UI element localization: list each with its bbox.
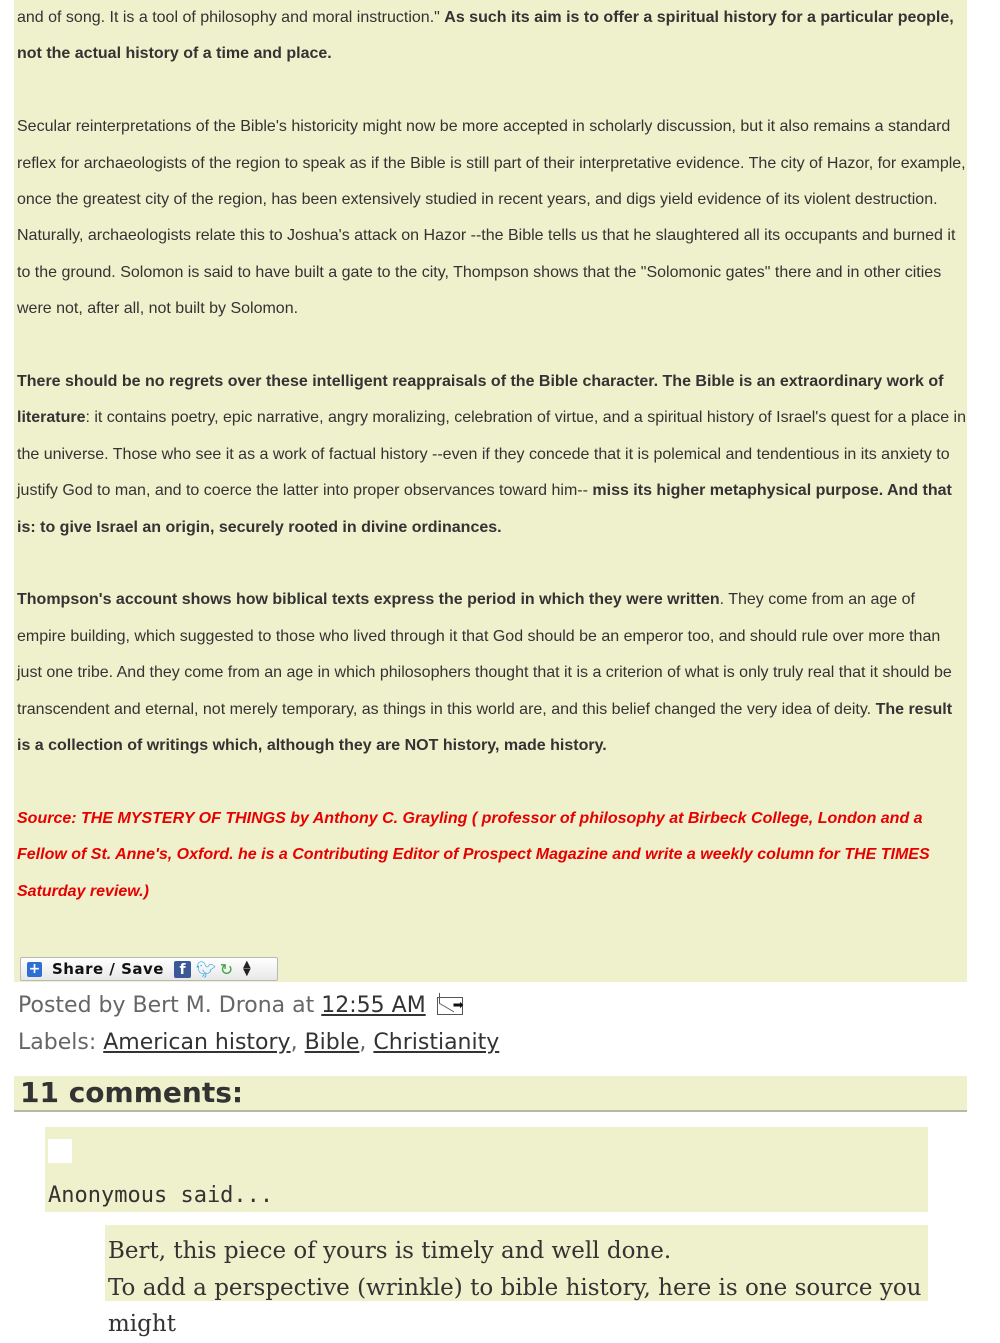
post-footer	[18, 988, 958, 1061]
post-author-line	[18, 988, 958, 1025]
comment-body	[105, 1225, 928, 1337]
paragraph-4: Thompson's account shows how biblical texts express the period in which they were written. They come from an age of empire building, which suggested to those who lived through it that God should be an emperor too, and should rule over more than just one tribe. And they come from an age in which philosophers thought that it is a criterion of what is only truly real that it should be transcendent and eternal, not merely temporary, as things in this world are, and this belief changed the very idea of deity. The result is a collection of writings which, although they are NOT history, made history.	[17, 591, 953, 755]
comments-count-title: 11 comments:	[20, 1076, 244, 1109]
post-timestamp-link[interactable]: 12:55 AM	[321, 993, 426, 1018]
email-post-icon[interactable]	[437, 997, 463, 1015]
label-link-christianity[interactable]: Christianity	[373, 1029, 500, 1055]
facebook-icon[interactable]: f	[174, 961, 191, 978]
comment-author: Anonymous said...	[48, 1183, 274, 1208]
paragraph-3: There should be no regrets over these intelligent reappraisals of the Bible character. The Bible is an extraordinary work of literature: it contains poetry, epic narrative, angry moralizing, celebration of virtue, and a spiritual history of Israel's quest for a place in the universe. Those who see it as a work of factual history --even if they concede that it is polemical and tendentious in its anxiety to justify God to man, and to coerce the latter into proper observances toward him-- miss its higher metaphysical purpose. And that is: to give Israel an origin, securely rooted in divine ordinances.	[17, 373, 966, 536]
comments-header	[14, 1076, 967, 1112]
comment-text: Bert, this piece of yours is timely and well done. To add a perspective (wrinkle) to bible history, here is one source you might	[108, 1238, 922, 1337]
paragraph-2: Secular reinterpretations of the Bible's historicity might now be more accepted in scholarly discussion, but it also remains a standard reflex for archaeologists of the region to speak as if the Bible is still part of their interpretative evidence. The city of Hazor, for example, once the greatest city of the region, has been extensively studied in recent years, and digs yield evidence of its violent destruction. Naturally, archaeologists relate this to Joshua's attack on Hazor --the Bible tells us that he slaughtered all its occupants and burned it to the ground. Solomon is said to have built a gate to the city, Thompson shows that the "Solomonic gates" there and in other cities were not, after all, not built by Solomon.	[17, 118, 966, 318]
source-citation: Source: THE MYSTERY OF THINGS by Anthony C. Grayling ( professor of philosophy at Birbeck College, London and a Fellow of St. Anne's, Oxford. he is a Contributing Editor of Prospect Magazine and write a weekly column for THE TIMES Saturday review.)	[17, 809, 930, 900]
posted-by-text: Posted by Bert M. Drona at	[18, 993, 322, 1018]
twitter-icon[interactable]: 🐦︎	[195, 959, 217, 979]
post-body	[14, 0, 967, 982]
label-link-bible[interactable]: Bible	[304, 1029, 360, 1055]
paragraph-1: and of song. It is a tool of philosophy and moral instruction." As such its aim is to offer a spiritual history for a particular people, not the actual history of a time and place.	[17, 9, 954, 63]
share-save-label: Share / Save	[52, 960, 164, 978]
avatar	[48, 1139, 72, 1163]
label-link-american-history[interactable]: American history	[103, 1029, 291, 1055]
labels-prefix: Labels:	[18, 1029, 104, 1055]
plus-icon: +	[28, 960, 41, 977]
comment-author-block	[45, 1127, 928, 1212]
google-reader-icon[interactable]: ↻	[219, 959, 234, 979]
post-labels-line: Labels: American history, Bible, Christianity	[18, 1029, 500, 1055]
share-save-button[interactable]	[20, 957, 278, 981]
chevron-up-down-icon[interactable]: ▲ ▼	[242, 959, 251, 978]
